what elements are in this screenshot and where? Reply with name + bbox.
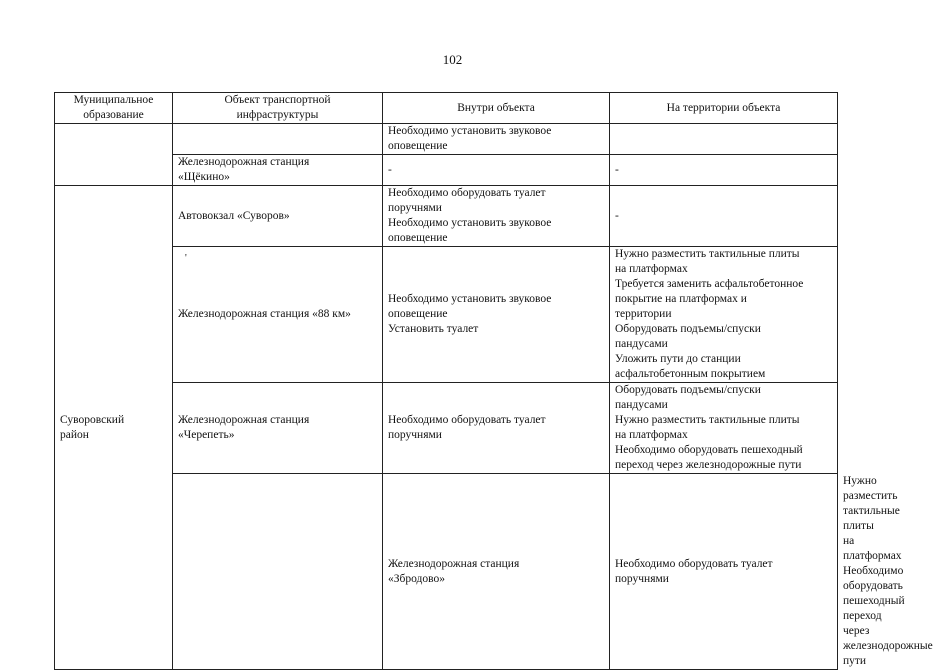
header-municipality: Муниципальное образование <box>55 93 173 124</box>
header-inside: Внутри объекта <box>383 93 610 124</box>
object-cell: Железнодорожная станция «Збродово» <box>383 474 610 670</box>
object-cell: ' Железнодорожная станция «88 км» <box>173 247 383 383</box>
territory-cell: Нужно разместить тактильные плиты на платформах Требуется заменить асфальтобетонное покрытие на платформах и территории Оборудовать подъемы/спуски пандусами Уложить пути до станции асфальтобетонным покрытием <box>610 247 838 383</box>
object-cell: Автовокзал «Суворов» <box>173 186 383 247</box>
municipality-cell-empty <box>55 124 173 186</box>
object-cell: Железнодорожная станция «Черепеть» <box>173 383 383 474</box>
inside-cell: Необходимо оборудовать туалет поручнями <box>383 383 610 474</box>
table-header-row <box>55 93 838 124</box>
territory-cell: Оборудовать подъемы/спуски пандусами Нужно разместить тактильные плиты на платформах Необходимо оборудовать пешеходный переход через железнодорожные пути <box>610 383 838 474</box>
inside-cell: Необходимо установить звуковое оповещение <box>383 124 610 155</box>
inside-cell: Необходимо установить звуковое оповещение Установить туалет <box>383 247 610 383</box>
municipality-cell: Суворовский район <box>55 186 173 670</box>
table-row <box>55 124 838 155</box>
municipality-cell-continued <box>173 474 383 670</box>
territory-cell: - <box>610 155 838 186</box>
territory-cell: - <box>610 186 838 247</box>
object-cell: Железнодорожная станция «Щёкино» <box>173 155 383 186</box>
inside-cell: - <box>383 155 610 186</box>
inside-cell: Необходимо оборудовать туалет поручнями Необходимо установить звуковое оповещение <box>383 186 610 247</box>
page-number: 102 <box>442 52 463 67</box>
table-row <box>55 383 838 474</box>
table-row <box>55 155 838 186</box>
object-cell <box>173 124 383 155</box>
header-territory: На территории объекта <box>610 93 838 124</box>
inside-cell: Необходимо оборудовать туалет поручнями <box>610 474 838 670</box>
territory-cell <box>610 124 838 155</box>
stray-mark: ' <box>185 253 187 264</box>
infrastructure-table <box>54 92 933 670</box>
table-row <box>55 186 838 247</box>
table-row <box>55 247 838 383</box>
table-row: Железнодорожная станция «Збродово» Необходимо оборудовать туалет поручнями Нужно разместить тактильные плиты на платформах Необходимо оборудовать пешеходный переход через железнодорожные пути <box>55 474 838 670</box>
header-object: Объект транспортной инфраструктуры <box>173 93 383 124</box>
